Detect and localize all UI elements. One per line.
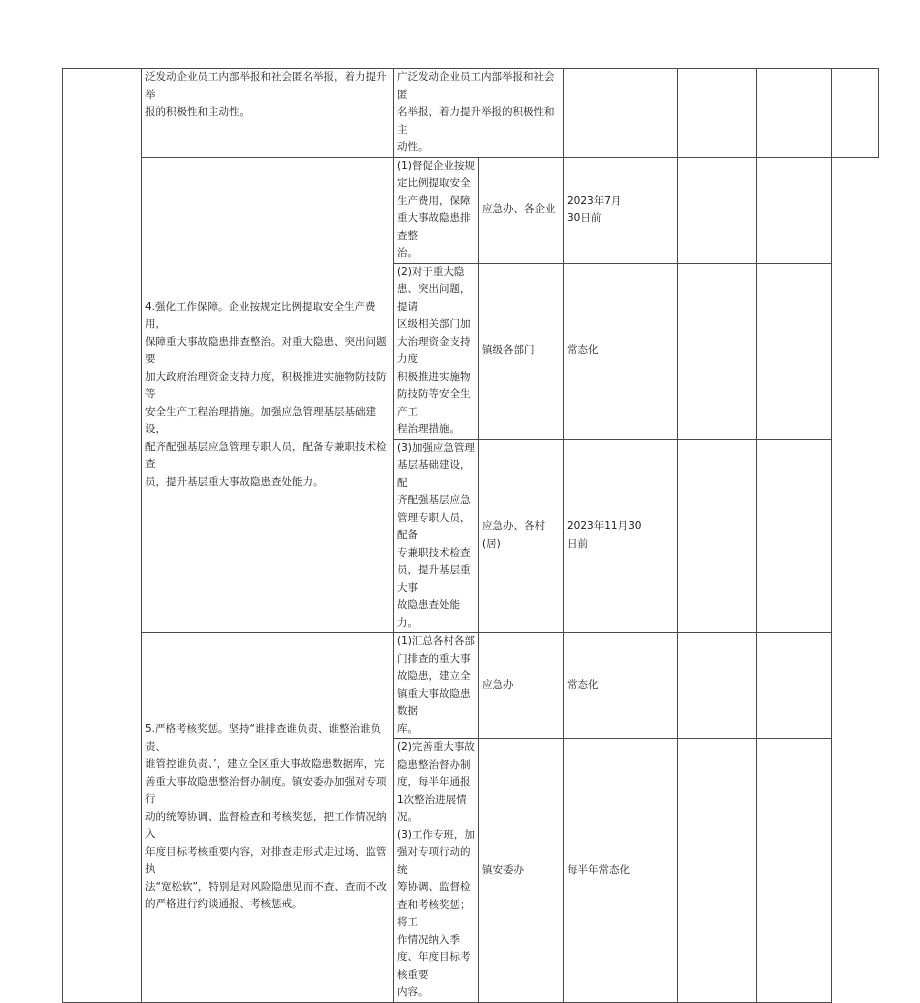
measure-cell (142, 157, 394, 633)
deadline-text: 常态化 (567, 678, 599, 691)
measures-table (62, 68, 879, 1003)
task-cell (394, 69, 564, 158)
table-row (63, 633, 879, 739)
note-cell (678, 633, 757, 739)
dept-text: 镇级各部门 (482, 344, 535, 357)
deadline-text: 2023年7月 30日前 (567, 194, 622, 224)
task-cell (394, 739, 479, 1003)
extra-cell (757, 263, 832, 439)
task-cell (394, 633, 479, 739)
deadline-text: 常态化 (567, 344, 599, 357)
deadline-cell (564, 263, 678, 439)
dept-cell (479, 739, 564, 1003)
measure-text: 泛发动企业员工内部举报和社会匿名举报，着力提升举 报的积极性和主动性。 (145, 71, 387, 118)
extra-cell (757, 439, 832, 633)
index-cell (63, 69, 142, 1003)
extra-cell (757, 739, 832, 1003)
task-text: 广泛发动企业员工内部举报和社会匿 名举报，着力提升举报的积极性和主 动性。 (397, 71, 555, 153)
task-text: (2)对于重大隐患、突出问题，提请 区级相关部门加大治理资金支持力度 积极推进实施物防技防等安全生产工 程治理措施。 (397, 265, 471, 435)
dept-cell (564, 69, 678, 158)
dept-cell (479, 157, 564, 263)
deadline-cell (564, 739, 678, 1003)
note-cell (678, 157, 757, 263)
note-cell (678, 439, 757, 633)
dept-text: 应急办、各村(居) (482, 520, 545, 550)
task-text: (1)督促企业按规定比例提取安全 生产费用，保障重大事故隐患排查整 治。 (397, 159, 475, 259)
task-text: (2)完善重大事故隐患整治督办制 度，每半年通报1次整治进展情况。 (3)工作专班，加强对专项行动的统 筹协调、监督检查和考核奖惩；将工 作情况纳入季度、年度目标考核重要 内容。 (397, 741, 475, 998)
note-cell (757, 69, 832, 158)
note-cell (678, 263, 757, 439)
extra-cell (757, 633, 832, 739)
measure-text: 4.强化工作保障。企业按规定比例提取安全生产费用， 保障重大事故隐患排查整治。对重大隐患、突出问题要 加大政府治理资金支持力度，积极推进实施物防技防等 安全生产工程治理措施。加强应急管理基层基础建设， 配齐配强基层应急管理专职人员，配备专兼职技术检查 员，提升基层重大事故隐患查处能力。 (145, 300, 387, 488)
deadline-text: 2023年11月30 日前 (567, 520, 642, 550)
measure-text: 5.严格考核奖惩。坚持“谁排查谁负责、谁整治谁负责、 谁管控谁负责、’，建立全区重大事故隐患数据库，完 善重大事故隐患整治督办制度。镇安委办加强对专项行 动的统筹协调、监督检查和考核奖惩，把工作情况纳入 年度目标考核重要内容，对排查走形式走过场、监管执 法“宽松软”，特别是对风险隐患见而不查、查而不改 的严格进行约谈通报、考核惩戒。 (145, 723, 387, 910)
extra-cell (832, 69, 879, 158)
measure-cell (142, 633, 394, 1003)
task-cell (394, 263, 479, 439)
deadline-cell (564, 439, 678, 633)
measure-cell (142, 69, 394, 158)
table-row (63, 69, 879, 158)
task-text: (1)汇总各村各部门排查的重大事 故隐患，建立全镇重大事故隐患数据 库。 (397, 635, 475, 735)
dept-text: 应急办 (482, 678, 514, 691)
table-row (63, 157, 879, 263)
deadline-cell (564, 157, 678, 263)
note-cell (678, 739, 757, 1003)
dept-cell (479, 263, 564, 439)
deadline-cell (678, 69, 757, 158)
dept-text: 应急办、各企业 (482, 203, 556, 216)
dept-cell (479, 633, 564, 739)
dept-cell (479, 439, 564, 633)
deadline-cell (564, 633, 678, 739)
deadline-text: 每半年常态化 (567, 863, 630, 876)
dept-text: 镇安委办 (482, 863, 524, 876)
task-text: (3)加强应急管理基层基础建设，配 齐配强基层应急管理专职人员，配备 专兼职技术检查员，提升基层重大事 故隐患查处能力。 (397, 441, 475, 629)
task-cell (394, 439, 479, 633)
extra-cell (757, 157, 832, 263)
task-cell (394, 157, 479, 263)
